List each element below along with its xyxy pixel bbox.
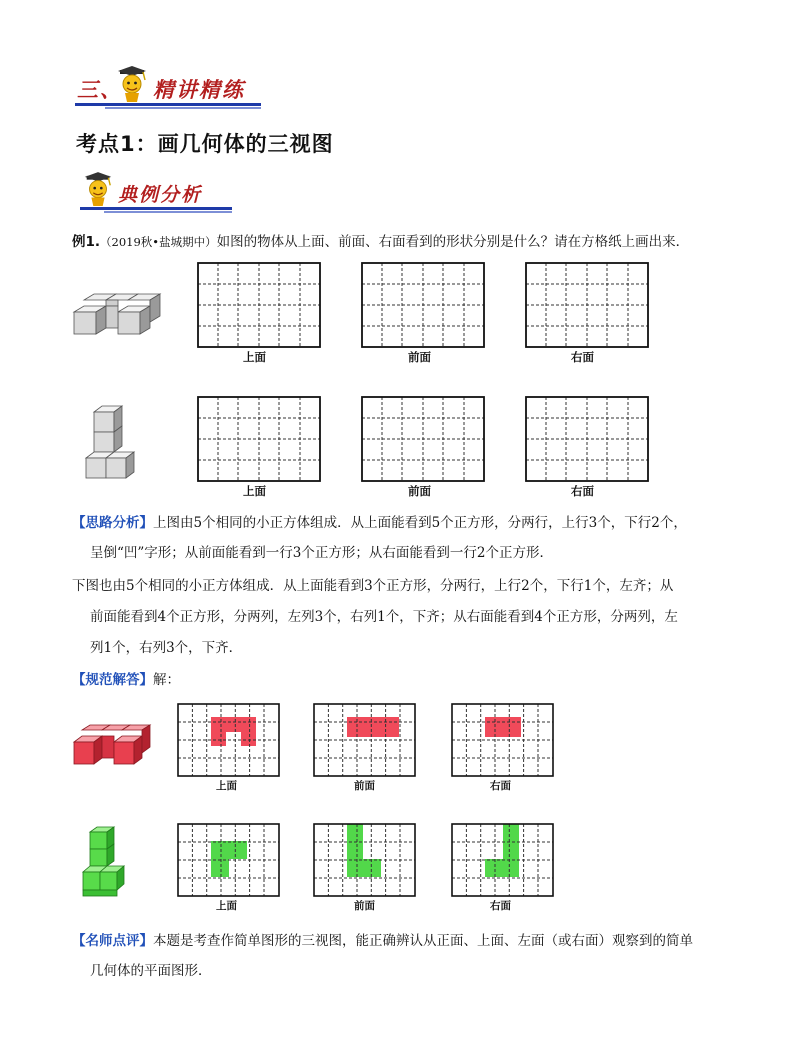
label-right-1: 右面 (571, 350, 594, 364)
comment-tag: 【名师点评】 (72, 933, 153, 949)
label-front-4: 前面 (354, 900, 375, 912)
grid-answer-right-green (451, 823, 554, 897)
comment-line-2: 几何体的平面图形． (90, 963, 212, 979)
label-right-2: 右面 (571, 484, 594, 498)
label-front-1: 前面 (408, 350, 431, 364)
analysis-line-3: 下图也由5个相同的小正方体组成．从上面能看到3个正方形，分两行，上行2个，下行1个，左齐；从 (72, 578, 674, 594)
section-banner-prefix: 三、 (77, 77, 123, 102)
banner-underline (75, 103, 261, 106)
grid-answer-front-green (313, 823, 416, 897)
label-top-2: 上面 (243, 484, 266, 498)
solution-text: 解： (153, 672, 180, 688)
analysis-line-1 (72, 511, 687, 531)
example-label: 例1. (72, 234, 101, 250)
analysis-line-4: 前面能看到4个正方形，分两列，左列3个，右列1个，下齐；从右面能看到4个正方形，分两列，左 (90, 609, 678, 625)
grid-answer-front-red (313, 703, 416, 777)
gray-solid-figure-1 (72, 292, 172, 340)
topic-title: 考点1：画几何体的三视图 (76, 132, 334, 156)
grid-blank-front-1 (361, 262, 485, 348)
label-right-3: 右面 (490, 780, 511, 792)
label-front-3: 前面 (354, 780, 375, 792)
grid-blank-top-2 (197, 396, 321, 482)
solution-line (72, 668, 180, 688)
analysis-tag: 【思路分析】 (72, 515, 153, 531)
banner-underline-shadow (105, 107, 261, 109)
red-solid-figure (72, 724, 160, 768)
grid-answer-right-red (451, 703, 554, 777)
label-top-4: 上面 (216, 900, 237, 912)
analysis-line-2: 呈倒“凹”字形；从前面能看到一行3个正方形；从右面能看到一行2个正方形． (90, 545, 553, 561)
grid-blank-top-1 (197, 262, 321, 348)
section-banner-text: 精讲精练 (153, 77, 245, 102)
grid-blank-right-2 (525, 396, 649, 482)
green-solid-figure (80, 826, 140, 900)
label-front-2: 前面 (408, 484, 431, 498)
gray-solid-figure-2 (84, 404, 154, 484)
label-top-3: 上面 (216, 780, 237, 792)
label-top-1: 上面 (243, 350, 266, 364)
mascot-icon (82, 172, 114, 208)
comment-text-1: 本题是考查作简单图形的三视图，能正确辨认从正面、上面、左面（或右面）观察到的简单 (153, 933, 693, 949)
analysis-text-1: 上图由5个相同的小正方体组成．从上面能看到5个正方形，分两行，上行3个，下行2个， (153, 515, 687, 531)
comment-line-1 (72, 929, 693, 949)
grid-answer-top-red (177, 703, 280, 777)
grid-blank-right-1 (525, 262, 649, 348)
example-question-text: 如图的物体从上面、前面、右面看到的形状分别是什么？请在方格纸上画出来． (216, 234, 690, 250)
label-right-4: 右面 (490, 900, 511, 912)
example-banner-text: 典例分析 (118, 184, 203, 206)
analysis-line-5: 列1个，右列3个，下齐． (90, 640, 243, 656)
example-source: （2019秋•盐城期中） (100, 235, 217, 249)
mascot-icon (115, 66, 149, 104)
solution-tag: 【规范解答】 (72, 672, 153, 688)
section-banner (75, 72, 261, 106)
banner-underline-shadow (104, 211, 232, 213)
example-banner (80, 178, 232, 210)
banner-underline (80, 207, 232, 210)
grid-blank-front-2 (361, 396, 485, 482)
example-question (72, 230, 689, 250)
grid-answer-top-green (177, 823, 280, 897)
